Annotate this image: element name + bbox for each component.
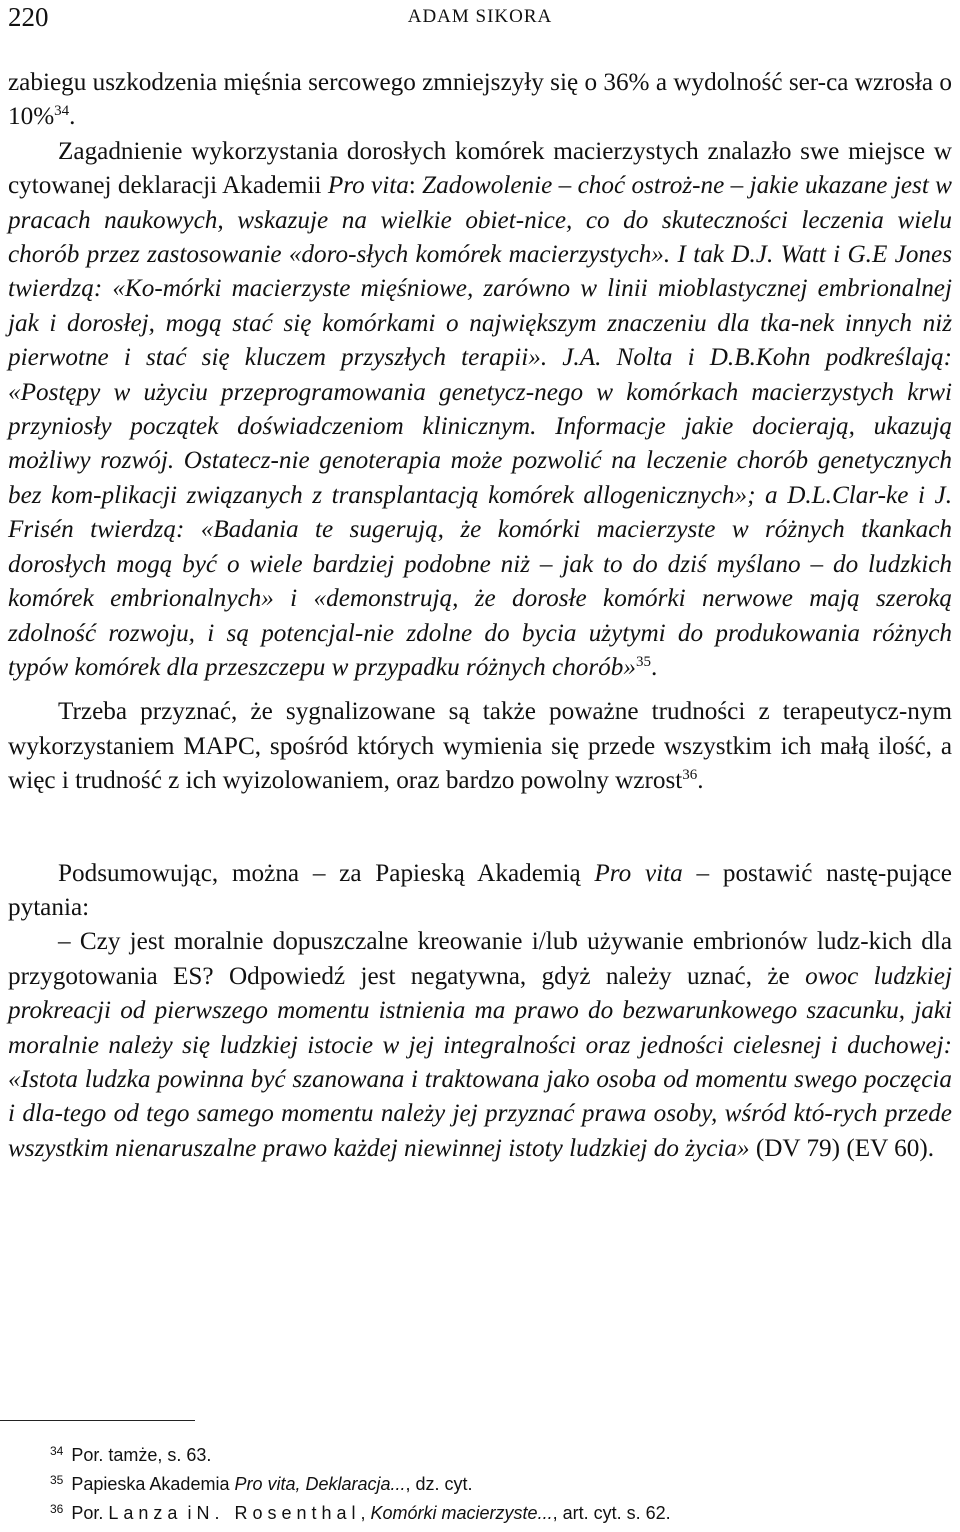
footnote-text: , art. cyt. s. 62. (552, 1503, 671, 1523)
author-name-spaced: Lanza (108, 1503, 183, 1523)
paragraph-4-text-2: – postawić nastę-pujące pytania: (8, 859, 952, 921)
footnote-text: , dz. cyt. (405, 1474, 473, 1494)
paragraph-3 (8, 695, 952, 798)
spacer (8, 685, 952, 695)
page-header (0, 0, 960, 40)
footnote-ref-36: 36 (682, 767, 698, 784)
footnote-number: 34 (50, 1444, 64, 1458)
footnote-text: Por. (71, 1503, 109, 1523)
footnote-ref-35: 35 (635, 653, 651, 670)
paragraph-4-text-1: Podsumowując, można – za Papieską Akademią (58, 859, 595, 887)
paragraph-2-text-1: Zagadnienie wykorzystania dorosłych komórek macierzystych znalazło swe miejsce w cytowanej deklaracji Akademii (8, 137, 952, 200)
paragraph-2-italic-quote: Zadowolenie – choć ostroż-ne – jakie ukazane jest w pracach naukowych, wskazuje na wielkie obiet-nice, co do skuteczności leczenia wielu chorób przez zastosowanie «doro-słych komórek macierzystych». I tak D.J. Watt i G.E Jones twierdzą: «Ko-mórki macierzyste mięśniowe, zarówno w linii mioblastycznej embrionalnej jak i dorosłej, mogą stać się komórkami o największym znaczeniu dla tka-nek innych niż pierwotne i stać się kluczem przyszłych terapii». J.A. Nolta i D.B.Kohn podkreślają: «Postępy w użyciu przeprogramowania genetycz-nego w komórkach macierzystych krwi przyniosły początek doświadczeniom klinicznym. Informacje jakie docierają, ukazują możliwy rozwój. Ostatecz-nie genoterapia może pozwolić na leczenie chorób genetycznych bez kom-plikacji związanych z transplantacją komórek allogenicznych»; a D.L.Clar-ke i J. Frisén twierdzą: «Badania te sugerują, że komórki macierzyste w różnych tkankach dorosłych mogą być o wiele bardziej podobne niż – jak to do dziś myślano – do ludzkich komórek embrionalnych» i «demonstrują, że dorosłe komórki nerwowe mają szeroką zdolność rozwoju, i są potencjal-nie zdolne do bycia użytymi do produkowania różnych typów komórek dla przeszczepu w przypadku różnych chorób» (8, 172, 952, 681)
footnote-italic: Pro vita, Deklaracja... (234, 1474, 406, 1494)
page-number: 220 (8, 2, 49, 32)
paragraph-1-end: . (69, 103, 76, 131)
footnote-35 (50, 1474, 473, 1495)
paragraph-3-end: . (697, 767, 704, 795)
footnote-divider (0, 1420, 195, 1421)
paragraph-4 (8, 857, 952, 926)
paragraph-2 (8, 135, 952, 686)
paragraph-4-italic: Pro vita (594, 859, 683, 887)
paragraph-5-text-1: – Czy jest moralnie dopuszczalne kreowanie i/lub używanie embrionów ludz-kich dla przygotowania ES? Odpowiedź jest negatywna, gdyż należy uznać, że (8, 928, 952, 990)
footnote-text: Papieska Akademia (71, 1474, 235, 1494)
paragraph-5-italic-quote: owoc ludzkiej prokreacji od pierwszego momentu istnienia ma prawo do bezwarunkowego szacunku, jaki moralnie należy się ludzkiej istocie w jej integralności oraz jedności cielesnej i duchowej: «Istota ludzka powinna być szanowana i traktowana jako osoba od momentu swego poczęcia i dla-tego od tego samego momentu należy jej przyznać prawa osoby, wśród któ-rych przede wszystkim nienaruszalne prawo każdej niewinnej istoty ludzkiej do życia» (8, 962, 952, 1162)
paragraph-5-text-2: (DV 79) (EV 60). (749, 1134, 935, 1162)
paragraph-2-end: . (650, 653, 658, 681)
footnote-number: 35 (50, 1473, 64, 1487)
footnote-34 (50, 1445, 211, 1466)
footnote-text: i (182, 1503, 197, 1523)
footnote-ref-34: 34 (54, 103, 70, 120)
footnote-number: 36 (50, 1502, 64, 1516)
footnote-text: , (360, 1503, 371, 1523)
paragraph-2-italic-1: Pro vita (327, 172, 409, 200)
footnote-text: Por. tamże, s. 63. (71, 1445, 212, 1465)
author-name-spaced: N. Rosenthal (196, 1503, 361, 1523)
footnote-36 (50, 1503, 671, 1524)
main-text (8, 66, 952, 1166)
footnote-italic: Komórki macierzyste... (370, 1503, 553, 1523)
paragraph-2-text-2: : (408, 172, 423, 200)
paragraph-3-text: Trzeba przyznać, że sygnalizowane są także poważne trudności z terapeutycz-nym wykorzystaniem MAPC, spośród których wymienia się przede wszystkim ich małą ilość, a więc i trudność z ich wyizolowaniem, oraz bardzo powolny wzrost (8, 698, 952, 795)
paragraph-5 (8, 925, 952, 1166)
paragraph-1-text: zabiegu uszkodzenia mięśnia sercowego zmniejszyły się o 36% a wydolność ser-ca wzrosła o 10% (8, 69, 952, 131)
paragraph-1 (8, 66, 952, 135)
running-head: ADAM SIKORA (407, 6, 553, 27)
section-break (8, 799, 952, 857)
